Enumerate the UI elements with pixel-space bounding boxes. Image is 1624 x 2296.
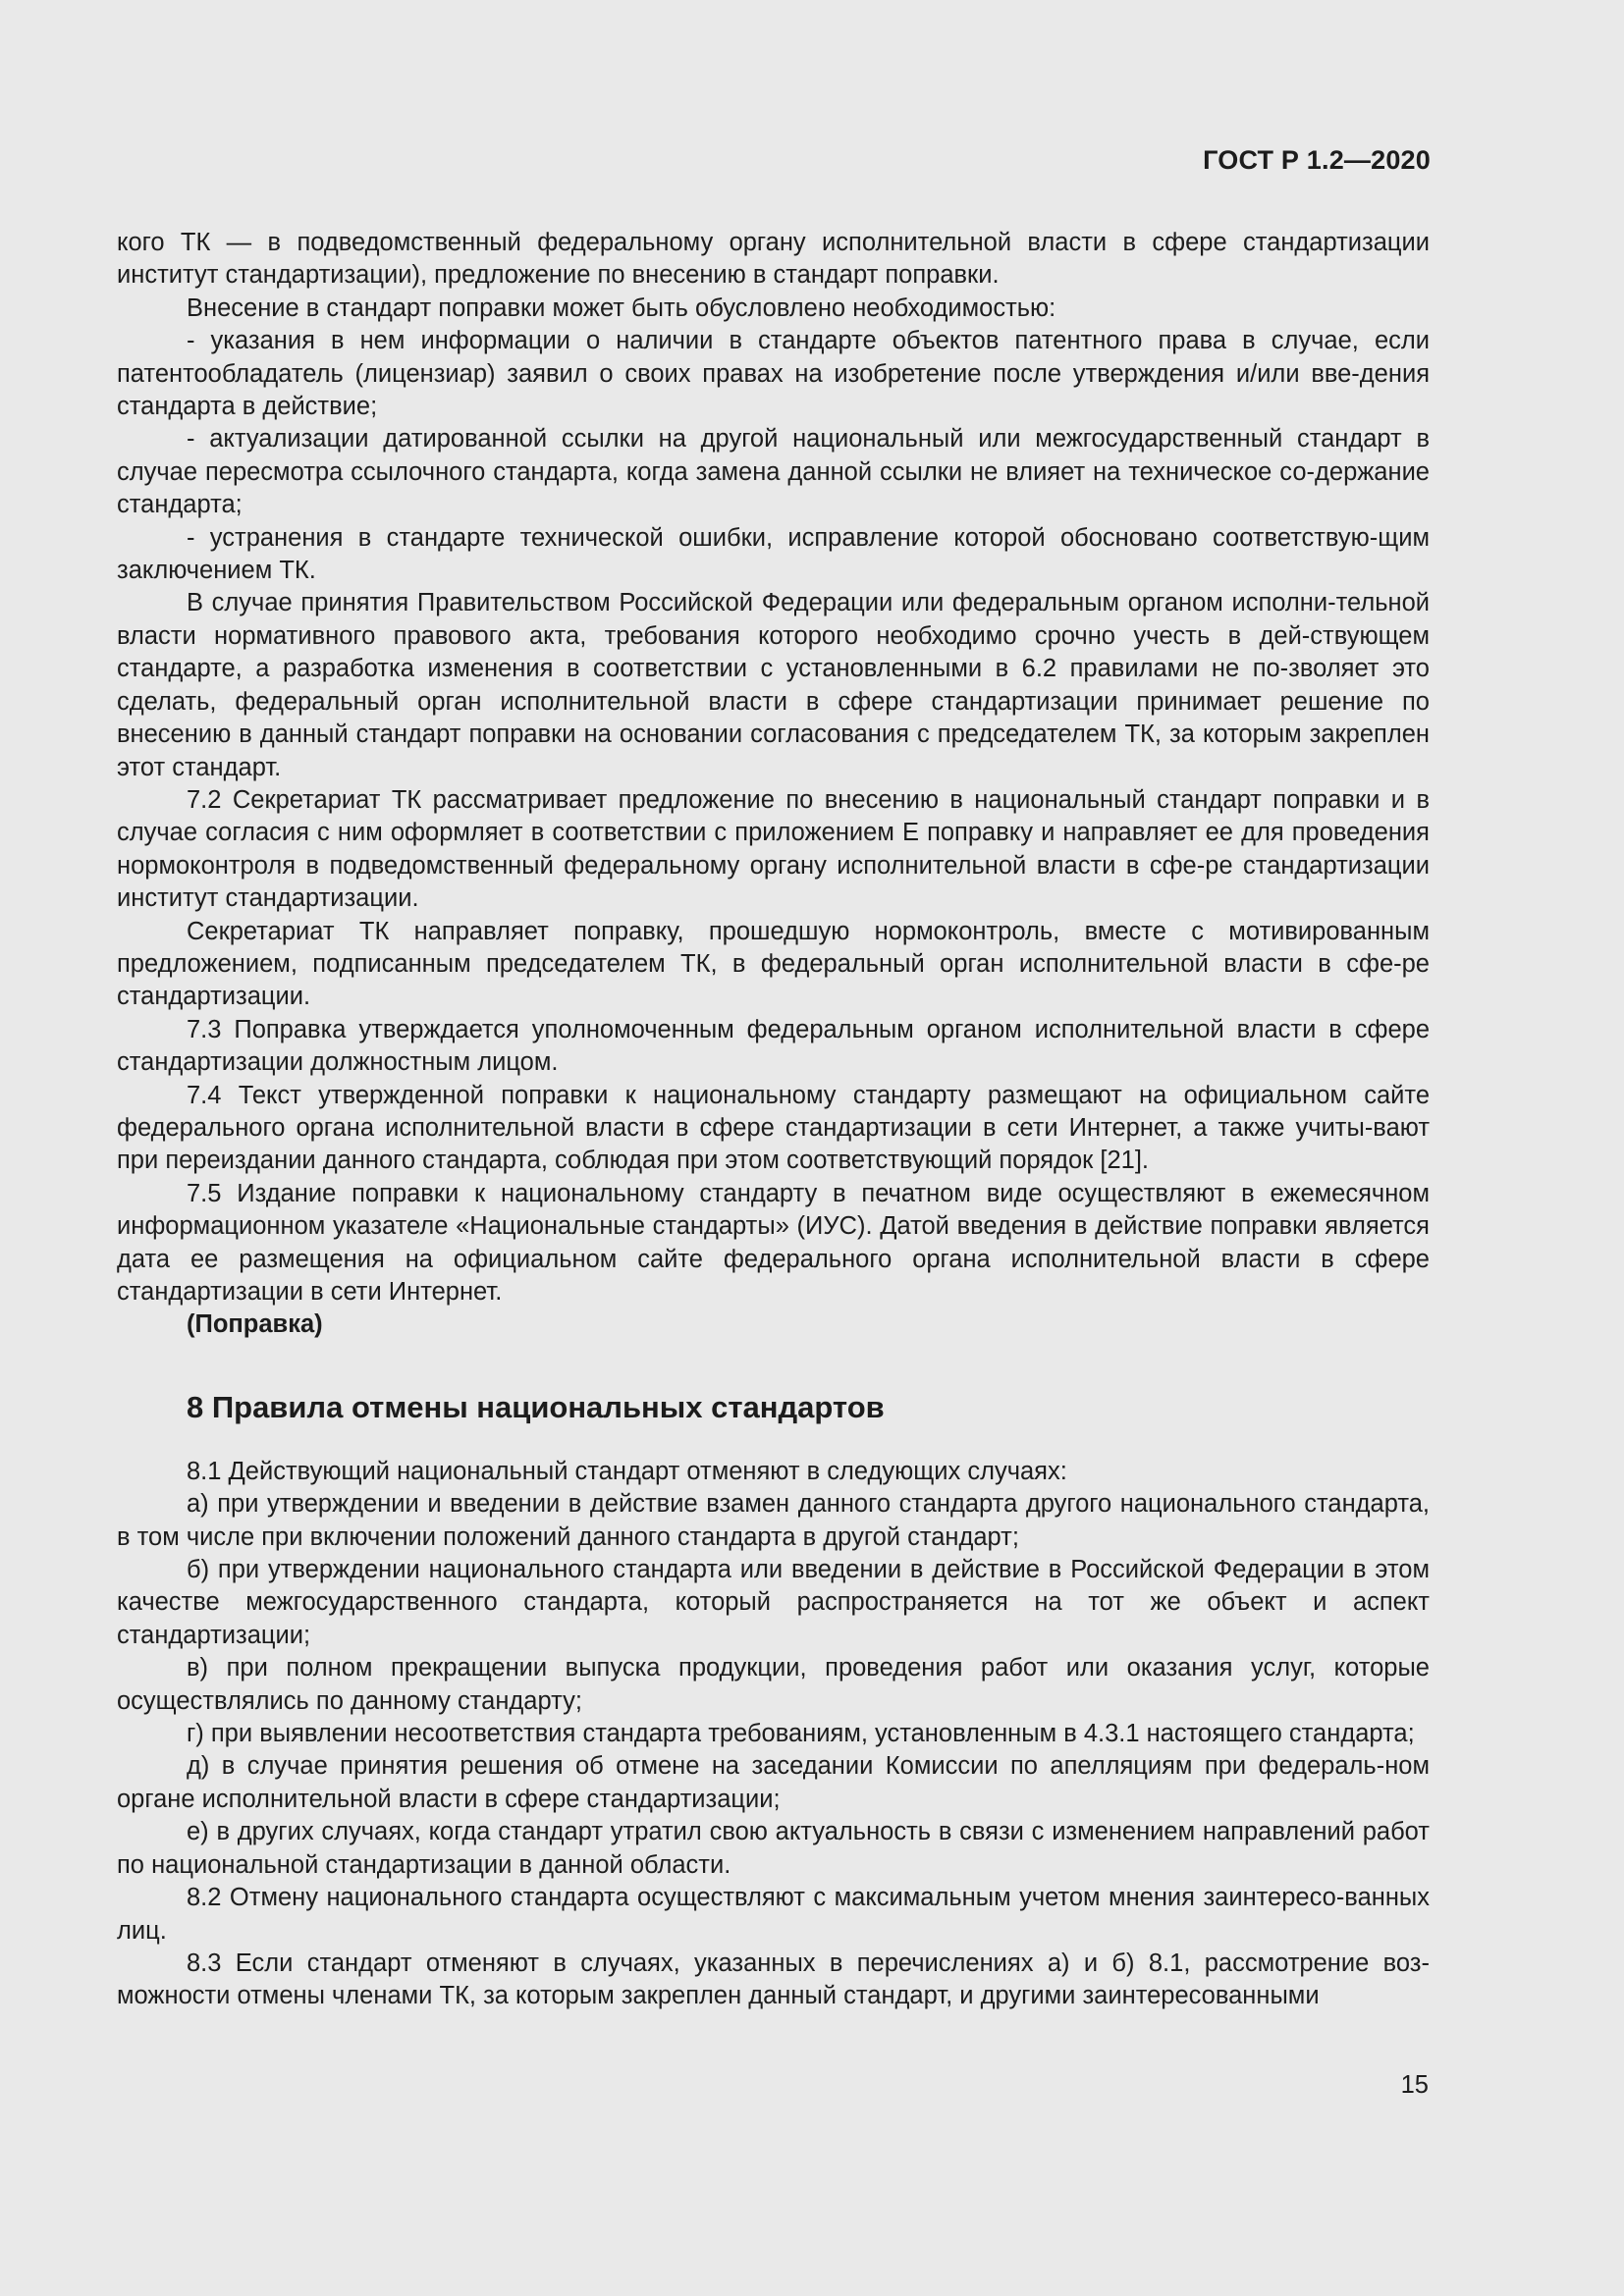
- paragraph: 7.4 Текст утвержденной поправки к национальному стандарту размещают на официальном сайте федерального органа исполнительной власти в сфере стандартизации в сети Интернет, а также учиты-вают при переиздании данного стандарта, соблюдая при этом соответствующий порядок [21].: [117, 1081, 1430, 1175]
- document-code-header: ГОСТ Р 1.2—2020: [1203, 145, 1431, 175]
- paragraph: кого ТК — в подведомственный федеральному органу исполнительной власти в сфере стандартизации институт стандартизации), предложение по внесению в стандарт поправки.: [117, 229, 1430, 290]
- paragraph: - устранения в стандарте технической ошибки, исправление которой обосновано соответствую-щим заключением ТК.: [117, 523, 1430, 585]
- paragraph: е) в других случаях, когда стандарт утратил свою актуальность в связи с изменением направлений работ по национальной стандартизации в данной области.: [117, 1818, 1430, 1879]
- section-8-text: [117, 1456, 1430, 2013]
- paragraph: 8.3 Если стандарт отменяют в случаях, указанных в перечислениях а) и б) 8.1, рассмотрение воз-можности отмены членами ТК, за которым закреплен данный стандарт, и другими заинтересованными: [117, 1949, 1430, 2010]
- paragraph: г) при выявлении несоответствия стандарта требованиям, установленным в 4.3.1 настоящего стандарта;: [187, 1720, 1415, 1748]
- paragraph: В случае принятия Правительством Российской Федерации или федеральным органом исполни-тельной власти нормативного правового акта, требования которого необходимо срочно учесть в дей-ствующем стандарте, а разработка изменения в соответствии с установленными в 6.2 правилами не по-зволяет это сделать, федеральный орган исполнительной власти в сфере стандартизации принимает решение по внесению в данный стандарт поправки на основании согласования с председателем ТК, за которым закреплен этот стандарт.: [117, 589, 1430, 781]
- paragraph: Внесение в стандарт поправки может быть обусловлено необходимостью:: [187, 294, 1056, 322]
- page-number: 15: [1400, 2071, 1429, 2099]
- paragraph: 7.3 Поправка утверждается уполномоченным федеральным органом исполнительной власти в сфере стандартизации должностным лицом.: [117, 1015, 1430, 1077]
- paragraph: в) при полном прекращении выпуска продукции, проведения работ или оказания услуг, которые осуществлялись по данному стандарту;: [117, 1654, 1430, 1715]
- paragraph: (Поправка): [187, 1310, 323, 1339]
- paragraph: Секретариат ТК направляет поправку, прошедшую нормоконтроль, вместе с мотивированным предложением, подписанным председателем ТК, в федеральный орган исполнительной власти в сфе-ре стандартизации.: [117, 917, 1430, 1011]
- paragraph: - актуализации датированной ссылки на другой национальный или межгосударственный стандарт в случае пересмотра ссылочного стандарта, когда замена данной ссылки не влияет на техническое со-держание стандарта;: [117, 425, 1430, 519]
- paragraph: б) при утверждении национального стандарта или введении в действие в Российской Федерации в этом качестве межгосударственного стандарта, который распространяется на тот же объект и аспект стандартизации;: [117, 1556, 1430, 1649]
- paragraph: а) при утверждении и введении в действие взамен данного стандарта другого национального стандарта, в том числе при включении положений данного стандарта в другой стандарт;: [117, 1490, 1430, 1551]
- paragraph: 8.1 Действующий национальный стандарт отменяют в следующих случаях:: [187, 1457, 1067, 1485]
- paragraph: - указания в нем информации о наличии в стандарте объектов патентного права в случае, если патентообладатель (лицензиар) заявил о своих правах на изобретение после утверждения и/или вве-дения стандарта в действие;: [117, 327, 1430, 421]
- paragraph: 8.2 Отмену национального стандарта осуществляют с максимальным учетом мнения заинтересо-ванных лиц.: [117, 1884, 1430, 1945]
- paragraph: д) в случае принятия решения об отмене на заседании Комиссии по апелляциям при федераль-ном органе исполнительной власти в сфере стандартизации;: [117, 1752, 1430, 1813]
- section-7-continuation: [117, 227, 1430, 1342]
- section-heading: 8 Правила отмены национальных стандартов: [187, 1389, 885, 1424]
- paragraph: 7.2 Секретариат ТК рассматривает предложение по внесению в национальный стандарт поправки и в случае согласия с ним оформляет в соответствии с приложением Е поправку и направляет ее для проведения нормоконтроля в подведомственный федеральному органу исполнительной власти в сфе-ре стандартизации институт стандартизации.: [117, 785, 1430, 913]
- paragraph: 7.5 Издание поправки к национальному стандарту в печатном виде осуществляют в ежемесячном информационном указателе «Национальные стандарты» (ИУС). Датой введения в действие поправки является дата ее размещения на официальном сайте федерального органа исполнительной власти в сфере стандартизации в сети Интернет.: [117, 1179, 1430, 1306]
- body-text: [117, 227, 1430, 2013]
